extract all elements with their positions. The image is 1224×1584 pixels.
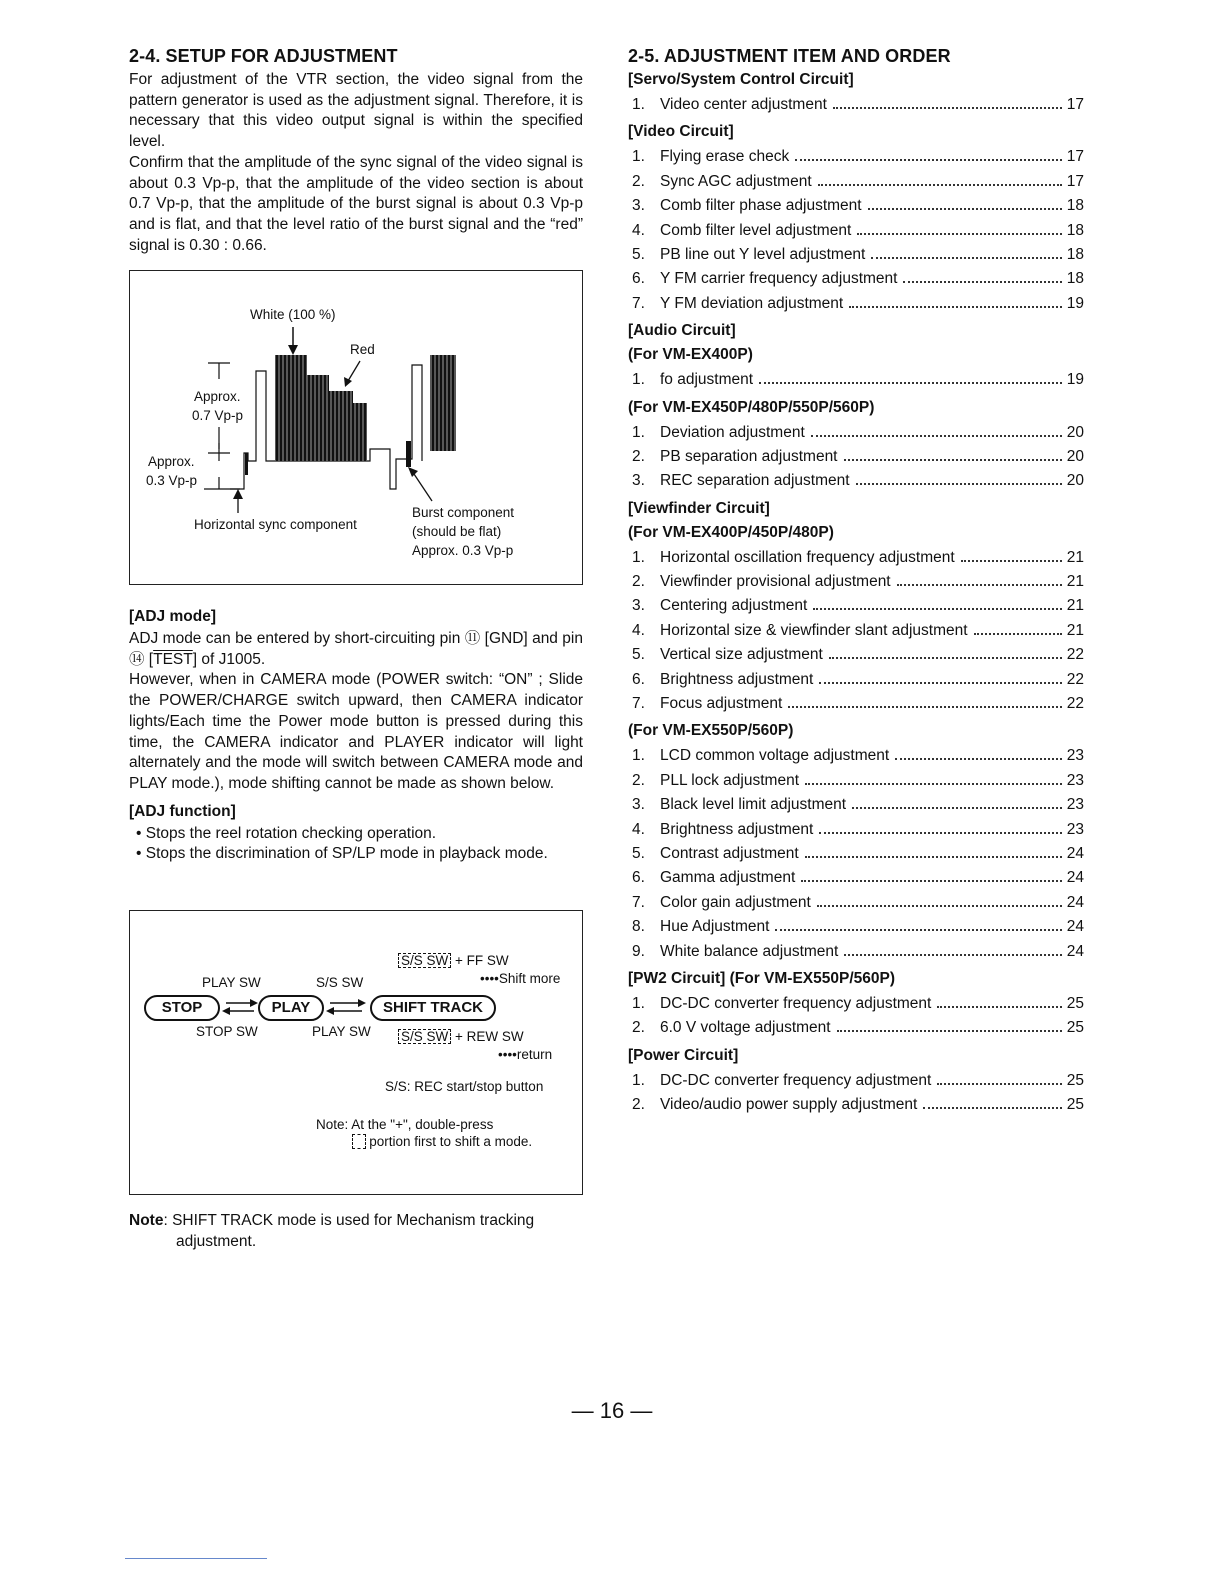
item-number: 1. <box>632 1071 645 1089</box>
leader-dots <box>868 207 1062 210</box>
approx-07-line1: Approx. <box>194 389 241 404</box>
red-arrow-head <box>344 377 352 387</box>
adjustment-item <box>628 940 1084 964</box>
leader-dots <box>974 632 1062 635</box>
leader-dots <box>895 757 1062 760</box>
item-number: 7. <box>632 695 645 713</box>
play-sw-top-label: PLAY SW <box>202 975 261 990</box>
item-number: 3. <box>632 597 645 615</box>
adjustment-item <box>628 546 1084 570</box>
item-page: 20 <box>1066 447 1084 465</box>
leader-dots <box>923 1106 1062 1109</box>
leader-dots <box>819 831 1062 834</box>
item-page: 19 <box>1066 371 1084 389</box>
item-page: 18 <box>1066 270 1084 288</box>
adjustment-item <box>628 915 1084 939</box>
item-label: Brightness adjustment <box>660 820 814 838</box>
adjustment-item <box>628 267 1084 291</box>
diagram-note-line1: Note: At the "+", double-press <box>316 1117 494 1132</box>
item-page: 24 <box>1066 942 1084 960</box>
item-label: White balance adjustment <box>660 942 839 960</box>
play-mode: PLAY <box>258 995 324 1021</box>
setup-paragraph-2: Confirm that the amplitude of the sync signal of the video signal is about 0.3 Vp-p, that the amplitude of the video section is about 0.7 Vp-p, that the amplitude of the burst signal is about 0.3 Vp-p and is flat, and that the level ratio of the burst signal and the “red” signal is 0.30 : 0.66. <box>129 153 583 254</box>
item-page: 22 <box>1066 695 1084 713</box>
item-label: Deviation adjustment <box>660 423 805 441</box>
item-page: 23 <box>1066 771 1084 789</box>
item-number: 4. <box>632 820 645 838</box>
return-label: ••••return <box>498 1047 553 1062</box>
item-number: 2. <box>632 1019 645 1037</box>
item-page: 21 <box>1066 573 1084 591</box>
burst-arrow-head <box>408 467 418 477</box>
item-page: 25 <box>1066 1096 1084 1114</box>
adj-function-item: • Stops the discrimination of SP/LP mode in playback mode. <box>136 845 548 863</box>
item-label: Video center adjustment <box>660 96 827 113</box>
white-level-block <box>275 355 307 461</box>
section-heading: [Audio Circuit] <box>628 322 736 340</box>
leader-dots <box>857 232 1062 235</box>
item-number: 1. <box>632 148 645 166</box>
item-number: 4. <box>632 621 645 639</box>
item-page: 20 <box>1066 472 1084 490</box>
item-number: 4. <box>632 221 645 239</box>
adjustment-item <box>628 292 1084 316</box>
item-label: Sync AGC adjustment <box>660 172 812 190</box>
shift-track-note <box>129 1210 583 1252</box>
item-label: Horizontal size & viewfinder slant adjustment <box>660 621 968 639</box>
item-page: 19 <box>1066 294 1084 312</box>
item-number: 6. <box>632 270 645 288</box>
leader-dots <box>871 256 1062 259</box>
adj-function-heading: [ADJ function] <box>129 802 236 820</box>
adjustment-item <box>628 842 1084 866</box>
ss-sw-top-label: S/S SW <box>316 975 364 990</box>
item-label: DC-DC converter frequency adjustment <box>660 994 932 1012</box>
item-label: Y FM carrier frequency adjustment <box>660 270 898 288</box>
leader-dots <box>801 879 1062 882</box>
item-page: 24 <box>1066 869 1084 887</box>
low-level-block <box>353 403 367 461</box>
section-heading: [Power Circuit] <box>628 1046 739 1064</box>
ss-legend: S/S: REC start/stop button <box>385 1079 544 1094</box>
adjustment-item <box>628 469 1084 493</box>
leader-dots <box>844 458 1063 461</box>
red-level-block <box>329 391 353 461</box>
mode-diagram <box>129 910 583 1195</box>
item-label: Flying erase check <box>660 148 790 166</box>
section-heading: (For VM-EX450P/480P/550P/560P) <box>628 398 875 416</box>
leader-dots <box>852 806 1062 809</box>
note-label: Note <box>129 1212 164 1229</box>
item-label: Comb filter phase adjustment <box>660 197 862 215</box>
adjustment-item <box>628 668 1084 692</box>
hsync-arrow-head <box>233 489 243 499</box>
item-number: 1. <box>632 423 645 441</box>
item-number: 7. <box>632 294 645 312</box>
section-heading: (For VM-EX400P/450P/480P) <box>628 523 834 541</box>
item-number: 3. <box>632 472 645 490</box>
right-column <box>628 46 1084 1118</box>
stop-sw-bottom-label: STOP SW <box>196 1024 258 1039</box>
shift-more-label: ••••Shift more <box>480 971 561 986</box>
leader-dots <box>897 583 1062 586</box>
adjustment-item <box>628 744 1084 768</box>
item-label: Viewfinder provisional adjustment <box>660 573 891 591</box>
adjustment-item <box>628 145 1084 169</box>
play-sw-bottom-label: PLAY SW <box>312 1024 371 1039</box>
adjustment-item <box>628 793 1084 817</box>
leader-dots <box>817 904 1062 907</box>
adjustment-item <box>628 769 1084 793</box>
section-heading: [Video Circuit] <box>628 123 734 141</box>
item-page: 21 <box>1066 548 1084 566</box>
item-number: 6. <box>632 670 645 688</box>
adjustment-item <box>628 818 1084 842</box>
item-page: 24 <box>1066 844 1084 862</box>
item-label: Focus adjustment <box>660 695 783 713</box>
item-label: Video/audio power supply adjustment <box>660 1096 918 1114</box>
item-label: REC separation adjustment <box>660 472 850 490</box>
item-label: PB separation adjustment <box>660 447 838 465</box>
approx-03-line2: 0.3 Vp-p <box>146 473 198 488</box>
leader-dots <box>837 1029 1062 1032</box>
item-page: 20 <box>1066 423 1084 441</box>
approx-07-line2: 0.7 Vp-p <box>192 408 244 423</box>
item-page: 22 <box>1066 646 1084 664</box>
adj-mode-paragraph-2: However, when in CAMERA mode (POWER switch: “ON” ; Slide the POWER/CHARGE switch upward, then CAMERA indicator lights/Each time the Power mode button is pressed during this time, the CAMERA indicator and PLAYER indicator will light alternately and the mode will switch between CAMERA mode and PLAY mode.), mode shifting cannot be made as shown below. <box>129 671 583 792</box>
waveform-drawing <box>130 271 582 584</box>
item-page: 23 <box>1066 747 1084 765</box>
leader-dots <box>844 953 1062 956</box>
adjustment-item <box>628 194 1084 218</box>
item-number: 5. <box>632 245 645 263</box>
burst-right <box>406 441 411 467</box>
item-label: Black level limit adjustment <box>660 796 847 814</box>
burst-arrow <box>412 471 432 501</box>
left-column <box>129 46 583 256</box>
item-label: Comb filter level adjustment <box>660 221 852 239</box>
section-heading: (For VM-EX550P/560P) <box>628 722 794 740</box>
leader-dots <box>775 928 1062 931</box>
item-page: 24 <box>1066 893 1084 911</box>
adjustment-item <box>628 170 1084 194</box>
item-label: Horizontal oscillation frequency adjustment <box>660 548 955 566</box>
adj-function-item: • Stops the reel rotation checking operation. <box>136 824 437 842</box>
item-number: 3. <box>632 796 645 814</box>
adjustment-item <box>628 866 1084 890</box>
item-number: 1. <box>632 371 645 389</box>
note-line2: adjustment. <box>176 1233 257 1250</box>
approx-03-line1: Approx. <box>148 454 195 469</box>
item-number: 5. <box>632 646 645 664</box>
item-page: 25 <box>1066 994 1084 1012</box>
adjustment-item <box>628 1093 1084 1117</box>
adjustment-item <box>628 93 1084 117</box>
item-number: 2. <box>632 172 645 190</box>
item-number: 6. <box>632 869 645 887</box>
leader-dots <box>937 1082 1062 1085</box>
item-number: 9. <box>632 942 645 960</box>
item-page: 22 <box>1066 670 1084 688</box>
burst-label-line1: Burst component <box>412 505 515 520</box>
adjustment-item <box>628 692 1084 716</box>
adjustment-item <box>628 445 1084 469</box>
item-page: 18 <box>1066 197 1084 215</box>
item-label: 6.0 V voltage adjustment <box>660 1019 831 1037</box>
adjustment-item <box>628 643 1084 667</box>
item-number: 2. <box>632 573 645 591</box>
adjustment-item <box>628 1016 1084 1040</box>
leader-dots <box>795 158 1062 161</box>
diagram-note-line2: portion first to shift a mode. <box>352 1134 532 1149</box>
adjustment-item <box>628 219 1084 243</box>
leader-dots <box>759 381 1062 384</box>
item-label: Y FM deviation adjustment <box>660 294 844 312</box>
item-page: 21 <box>1066 597 1084 615</box>
adjustment-item <box>628 992 1084 1016</box>
ss-sw-box-bottom: S/S SW + REW SW <box>398 1029 524 1044</box>
leader-dots <box>805 855 1062 858</box>
leader-dots <box>829 656 1062 659</box>
ss-sw-box-top: S/S SW + FF SW <box>398 953 509 968</box>
item-label: Brightness adjustment <box>660 670 814 688</box>
hsync-label: Horizontal sync component <box>194 517 357 532</box>
item-label: fo adjustment <box>660 371 754 389</box>
leader-dots <box>849 305 1062 308</box>
leader-dots <box>819 681 1062 684</box>
burst-label-line3: Approx. 0.3 Vp-p <box>412 543 514 558</box>
adj-mode-paragraph-1: ADJ mode can be entered by short-circuiting pin ⑪ [GND] and pin ⑭ [TEST] of J1005. <box>129 630 583 668</box>
adjustment-order-title: 2-5. ADJUSTMENT ITEM AND ORDER <box>628 46 951 66</box>
item-label: Contrast adjustment <box>660 844 799 862</box>
item-page: 18 <box>1066 245 1084 263</box>
adjustment-list <box>628 71 1084 1118</box>
item-page: 25 <box>1066 1071 1084 1089</box>
section-heading: (For VM-EX400P) <box>628 346 753 364</box>
leader-dots <box>856 482 1062 485</box>
leader-dots <box>818 183 1062 186</box>
item-page: 24 <box>1066 918 1084 936</box>
item-page: 23 <box>1066 796 1084 814</box>
leader-dots <box>788 705 1062 708</box>
item-page: 17 <box>1066 148 1084 166</box>
red-label: Red <box>350 342 375 357</box>
red-arrow <box>348 361 360 381</box>
item-label: PB line out Y level adjustment <box>660 245 866 263</box>
shift-track-mode: SHIFT TRACK <box>370 995 496 1021</box>
item-number: 1. <box>632 96 645 113</box>
note-line1: : SHIFT TRACK mode is used for Mechanism tracking <box>163 1212 535 1229</box>
item-page: 25 <box>1066 1019 1084 1037</box>
item-label: Color gain adjustment <box>660 893 811 911</box>
item-label: Hue Adjustment <box>660 918 770 936</box>
item-page: 23 <box>1066 820 1084 838</box>
stop-mode: STOP <box>144 995 220 1021</box>
leader-dots <box>833 106 1062 109</box>
item-number: 8. <box>632 918 645 936</box>
item-number: 3. <box>632 197 645 215</box>
leader-dots <box>811 434 1062 437</box>
adj-section <box>129 608 583 865</box>
white-arrow-head <box>288 345 298 355</box>
item-number: 7. <box>632 893 645 911</box>
leader-dots <box>903 280 1062 283</box>
leader-dots <box>937 1005 1062 1008</box>
item-label: DC-DC converter frequency adjustment <box>660 1071 932 1089</box>
adjustment-item <box>628 421 1084 445</box>
white-label: White (100 %) <box>250 307 336 322</box>
item-label: Centering adjustment <box>660 597 808 615</box>
item-number: 2. <box>632 1096 645 1114</box>
item-number: 5. <box>632 844 645 862</box>
item-number: 1. <box>632 548 645 566</box>
adj-mode-heading: [ADJ mode] <box>129 608 216 625</box>
second-white-block <box>430 355 456 451</box>
item-page: 18 <box>1066 221 1084 239</box>
item-number: 1. <box>632 994 645 1012</box>
burst-label-line2: (should be flat) <box>412 524 502 539</box>
item-number: 2. <box>632 447 645 465</box>
section-heading: [Servo/System Control Circuit] <box>628 71 854 88</box>
item-label: LCD common voltage adjustment <box>660 747 890 765</box>
leader-dots <box>813 607 1062 610</box>
item-page: 21 <box>1066 621 1084 639</box>
adjustment-item <box>628 1069 1084 1093</box>
item-page: 17 <box>1066 172 1084 190</box>
adjustment-item <box>628 891 1084 915</box>
item-label: Gamma adjustment <box>660 869 796 887</box>
leader-dots <box>961 559 1062 562</box>
adjustment-item <box>628 594 1084 618</box>
leader-dots <box>805 782 1062 785</box>
section-heading: [PW2 Circuit] (For VM-EX550P/560P) <box>628 969 896 987</box>
adjustment-item <box>628 570 1084 594</box>
adj-function-list <box>129 824 583 865</box>
setup-title: 2-4. SETUP FOR ADJUSTMENT <box>129 46 398 66</box>
bottom-rule <box>125 1558 267 1559</box>
item-label: Vertical size adjustment <box>660 646 823 664</box>
burst-left <box>245 453 248 475</box>
item-number: 1. <box>632 747 645 765</box>
adjustment-item <box>628 368 1084 392</box>
mid-level-block <box>307 375 329 461</box>
adjustment-item <box>628 243 1084 267</box>
adjustment-item <box>628 619 1084 643</box>
section-heading: [Viewfinder Circuit] <box>628 499 770 517</box>
waveform-diagram <box>129 270 583 585</box>
page-number: — 16 — <box>571 1398 653 1423</box>
setup-paragraph-1: For adjustment of the VTR section, the video signal from the pattern generator is used as the adjustment signal. Therefore, it is necessary that this video output signal is within the specified level. <box>129 71 583 151</box>
item-page: 17 <box>1066 96 1084 113</box>
item-label: PLL lock adjustment <box>660 771 800 789</box>
item-number: 2. <box>632 771 645 789</box>
